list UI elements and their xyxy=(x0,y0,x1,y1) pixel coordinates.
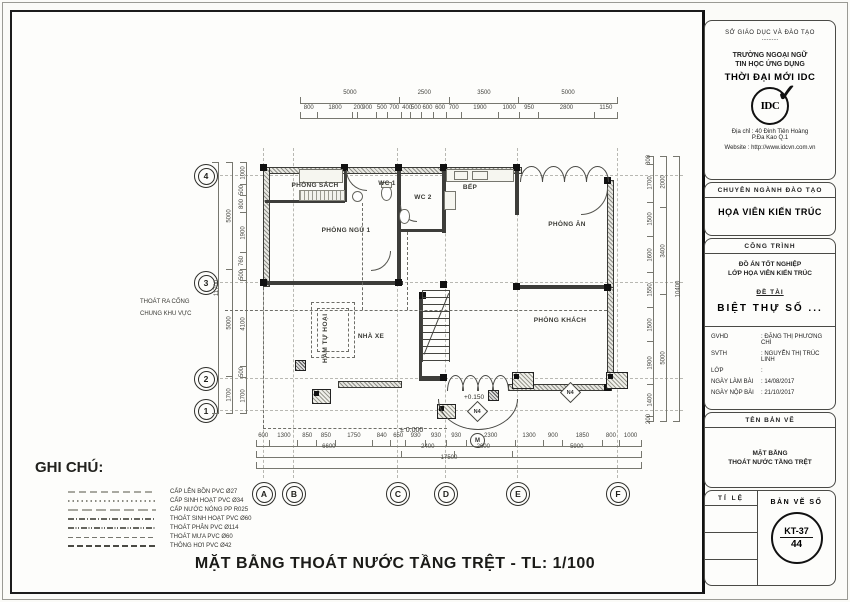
legend-line-sample xyxy=(68,537,156,538)
wall-segment xyxy=(399,229,445,232)
legend-item xyxy=(68,516,251,522)
marker-label: N4 xyxy=(473,408,482,415)
dimension-value: 1700 xyxy=(240,377,246,414)
column-marker xyxy=(513,164,520,171)
dimension-col-left-total xyxy=(212,162,219,414)
bookshelf xyxy=(299,190,345,201)
room-label-bedroom1: PHÒNG NGỦ 1 xyxy=(321,227,371,234)
dimension-value: 1900 xyxy=(647,341,653,384)
dimension-col-right-total xyxy=(673,156,680,422)
drain-box xyxy=(295,360,306,371)
legend-line-sample xyxy=(68,500,156,502)
info-value: : NGUYỄN THỊ TRÚC LINH xyxy=(761,350,820,363)
dimension-value: 200 xyxy=(646,413,653,424)
arch-window xyxy=(542,166,565,182)
dimension-value: 500 xyxy=(239,184,246,195)
door-swing-arc xyxy=(346,170,367,191)
info-row-ngaynop xyxy=(705,387,835,398)
dimension-value: 5000 xyxy=(660,294,666,422)
legend-item xyxy=(68,498,243,504)
sheet-number-label: BẢN VẼ SỐ xyxy=(770,499,823,506)
titleblock-scale-sheet xyxy=(704,490,836,586)
column-core xyxy=(608,374,613,379)
dimension-value: 2800 xyxy=(538,112,593,118)
column-marker xyxy=(395,279,402,286)
school-name-line1: TRƯỜNG NGOẠI NGỮ xyxy=(732,52,808,59)
info-label: LỚP xyxy=(711,367,724,374)
info-section xyxy=(705,326,835,398)
dimension-value: 900 xyxy=(543,440,563,446)
grid-line-F xyxy=(617,148,618,478)
dimension-value: 3400 xyxy=(660,207,666,294)
project-line2: LỚP HỌA VIÊN KIẾN TRÚC xyxy=(728,270,812,277)
dimension-col-right-spans xyxy=(660,156,667,422)
marker-label: N4 xyxy=(566,389,575,396)
dimension-value: 1850 xyxy=(562,440,601,446)
dimension-value: 850 xyxy=(297,440,316,446)
toilet-fixture xyxy=(381,186,392,201)
legend-line-sample xyxy=(68,491,156,493)
dimension-value: 11700 xyxy=(212,162,218,414)
wall-segment xyxy=(397,230,401,285)
dimension-value: 400 xyxy=(401,112,410,118)
dimension-value: 2300 xyxy=(466,440,515,446)
level-marker-porch: +0.150 xyxy=(464,394,485,401)
column-marker xyxy=(513,283,520,290)
info-value: : xyxy=(761,367,763,374)
dimension-value: 930 xyxy=(405,440,425,446)
level-marker-ground: ± 0.000 xyxy=(400,427,424,434)
dimension-value: 1000 xyxy=(498,112,518,118)
terrace-outline-dashed xyxy=(263,287,264,428)
legend-item xyxy=(68,543,232,549)
info-row-svth xyxy=(705,348,835,365)
scale-label: TỈ LỆ xyxy=(705,491,757,506)
wall-segment xyxy=(263,281,403,285)
wall-segment xyxy=(338,381,402,388)
dimension-value: 1750 xyxy=(335,440,372,446)
dimension-value: 950 xyxy=(519,112,538,118)
dimension-value: 930 xyxy=(446,440,466,446)
titleblock-department xyxy=(704,182,836,236)
dimension-value: 800 xyxy=(300,112,317,118)
school-name-line3: THỜI ĐẠI MỚI IDC xyxy=(724,72,816,83)
sheet-code: KT-37 xyxy=(780,526,813,538)
room-label-living: PHÒNG KHÁCH xyxy=(533,317,587,324)
drain-pipe-line xyxy=(225,310,607,311)
scale-empty-row xyxy=(705,506,757,533)
arch-window xyxy=(586,166,609,182)
dimension-value: 1150 xyxy=(594,112,618,118)
wall-segment xyxy=(397,167,401,233)
drain-note-line2: CHUNG KHU VỰC xyxy=(140,311,192,317)
sheet-number: 44 xyxy=(790,539,803,550)
axis-label: E xyxy=(510,486,527,503)
toilet-fixture xyxy=(399,209,410,224)
axis-label: 2 xyxy=(198,371,215,388)
dimension-value: 760 xyxy=(240,252,246,269)
column-marker xyxy=(260,279,267,286)
dimension-col-left-detail xyxy=(240,162,247,414)
sink-fixture xyxy=(352,191,363,202)
legend-label: THOÁT SINH HOẠT PVC Ø60 xyxy=(170,516,252,522)
topic-label: ĐỀ TÀI xyxy=(756,289,784,296)
sheet-number-circle xyxy=(771,512,823,564)
info-row-ngaylam xyxy=(705,376,835,387)
dimension-value: 1300 xyxy=(269,440,297,446)
axis-label: 4 xyxy=(198,168,215,185)
drain-pipe-line xyxy=(362,203,363,310)
dimension-value: 300 xyxy=(646,155,653,166)
column-marker xyxy=(440,281,447,288)
room-label-kitchen: BẾP xyxy=(462,184,478,191)
porch-column xyxy=(512,372,534,389)
dimension-value: 600 xyxy=(433,112,446,118)
dimension-value: 1800 xyxy=(317,112,353,118)
dimension-value: 500 xyxy=(239,366,246,377)
dimension-value: 5000 xyxy=(518,97,618,103)
dimension-value: 4100 xyxy=(240,280,246,365)
column-marker xyxy=(604,284,611,291)
info-value: : 21/10/2017 xyxy=(761,389,795,396)
topic-value: BIỆT THỰ SỐ ... xyxy=(717,303,823,314)
info-value: : 14/08/2017 xyxy=(761,378,795,385)
dimension-value: 5900 xyxy=(512,451,642,457)
dimension-value: 1500 xyxy=(647,307,653,341)
project-line1: ĐỒ ÁN TỐT NGHIỆP xyxy=(738,261,802,268)
dimension-value: 1600 xyxy=(647,236,653,272)
titleblock-project xyxy=(704,238,836,410)
axis-label: B xyxy=(286,486,303,503)
room-label-garage: NHÀ XE xyxy=(357,333,385,340)
arch-window xyxy=(520,166,543,182)
scale-column xyxy=(705,491,758,585)
axis-bubble-E xyxy=(506,482,530,506)
dimension-value: 5000 xyxy=(226,162,232,269)
legend-item xyxy=(68,525,238,531)
door-swing-arc xyxy=(371,251,391,271)
dimension-value: 900 xyxy=(357,112,375,118)
dimension-value: 1500 xyxy=(647,202,653,236)
kitchen-stove xyxy=(472,171,488,180)
dimension-value: 2600 xyxy=(454,451,512,457)
dimension-value: 200 xyxy=(352,112,357,118)
legend-line-sample xyxy=(68,527,156,529)
column-core xyxy=(314,391,319,396)
website: Website : http://www.idcvn.com.vn xyxy=(724,145,816,151)
dimension-value: 700 xyxy=(387,112,402,118)
room-label-dining: PHÒNG ĂN xyxy=(548,221,586,228)
scale-empty-row xyxy=(705,533,757,560)
axis-bubble-D xyxy=(434,482,458,506)
sheet-number-column xyxy=(758,491,835,585)
room-label-septic: HẦM TỰ HOẠI xyxy=(322,313,329,363)
dimension-value: 2400 xyxy=(401,451,454,457)
bookshelf xyxy=(299,169,343,183)
dimension-value: 3500 xyxy=(449,97,518,103)
dimension-row-bottom-total xyxy=(256,455,642,469)
legend-label: THOÁT MƯA PVC Ø60 xyxy=(170,534,233,540)
porch-column xyxy=(312,389,331,404)
legend-item xyxy=(68,489,237,495)
dimension-value: 600 xyxy=(421,112,434,118)
project-header: CÔNG TRÌNH xyxy=(705,239,835,254)
info-label: NGÀY LÀM BÀI xyxy=(711,378,754,385)
address-line2: P.Đa Kao Q.1 xyxy=(751,135,789,141)
manhole-marker xyxy=(470,433,485,448)
dimension-value: 1700 xyxy=(647,164,653,202)
legend-label: THÔNG HƠI PVC Ø42 xyxy=(170,543,232,549)
drawing-name-header: TÊN BẢN VẼ xyxy=(705,413,835,428)
axis-label: A xyxy=(256,486,273,503)
dimension-value: 840 xyxy=(372,440,390,446)
dimension-col-right-detail xyxy=(647,156,654,422)
idc-logo xyxy=(751,80,797,125)
dimension-value: 5000 xyxy=(226,269,232,376)
legend-title: GHI CHÚ: xyxy=(35,459,104,476)
dimension-value: 500 xyxy=(376,112,387,118)
dimension-value: 1300 xyxy=(515,440,543,446)
dimension-row-top-spans xyxy=(300,90,618,104)
info-label: SVTH xyxy=(711,350,728,357)
dimension-value: 800 xyxy=(602,440,620,446)
axis-bubble-A xyxy=(252,482,276,506)
drain-pipe-line xyxy=(407,232,408,310)
dimension-value: 500 xyxy=(239,270,246,281)
kitchen-cabinet xyxy=(444,191,456,210)
department-header: CHUYÊN NGÀNH ĐÀO TẠO xyxy=(705,183,835,198)
dimension-value: 650 xyxy=(390,440,404,446)
legend-item xyxy=(68,507,248,513)
column-marker xyxy=(440,374,447,381)
dimension-value: 600 xyxy=(256,440,269,446)
dimension-value: 500 xyxy=(410,112,421,118)
org-divider-dots: .......... xyxy=(761,36,779,42)
info-label: NGÀY NỘP BÀI xyxy=(711,389,754,396)
legend-line-sample xyxy=(68,509,156,511)
dimension-value: 5000 xyxy=(300,97,399,103)
drain-note-line1: THOÁT RA CỐNG xyxy=(140,299,190,305)
wall-segment xyxy=(515,167,519,215)
dimension-value: 1550 xyxy=(647,272,653,307)
drawing-title: MẶT BẰNG THOÁT NƯỚC TẦNG TRỆT - TL: 1/100 xyxy=(194,555,596,572)
legend-line-sample xyxy=(68,518,156,520)
porch-column xyxy=(606,372,628,389)
info-row-gvhd xyxy=(705,331,835,348)
titleblock-school xyxy=(704,20,836,180)
drawing-name-line1: MẶT BẰNG xyxy=(752,450,788,457)
room-label-wc1: WC 1 xyxy=(378,180,396,187)
dimension-value: 10400 xyxy=(673,156,679,422)
room-label-wc2: WC 2 xyxy=(414,194,432,201)
axis-label: F xyxy=(610,486,627,503)
idc-logo-text: IDC xyxy=(760,100,780,112)
room-label-study: PHÒNG SÁCH xyxy=(291,182,339,189)
address-line1: Địa chỉ : 40 Đinh Tiên Hoàng xyxy=(731,129,809,135)
axis-bubble-B xyxy=(282,482,306,506)
drawing-name-line2: THOÁT NƯỚC TẦNG TRỆT xyxy=(728,459,812,466)
info-label: GVHD xyxy=(711,333,729,340)
legend-label: CẤP NƯỚC NÓNG PP R025 xyxy=(170,507,249,513)
axis-label: D xyxy=(438,486,455,503)
dimension-value: 1700 xyxy=(226,376,232,414)
check-mark-icon: ✓ xyxy=(776,80,797,107)
dimension-value: 1000 xyxy=(240,162,246,184)
axis-label: 1 xyxy=(198,403,215,420)
dimension-value: 1900 xyxy=(461,112,499,118)
dimension-value: 1400 xyxy=(647,384,653,416)
marker-label: M xyxy=(475,437,480,444)
titleblock-drawing-name xyxy=(704,412,836,488)
column-core xyxy=(514,374,519,379)
dimension-value: 850 xyxy=(316,440,335,446)
legend-line-sample xyxy=(68,545,156,547)
drain-box xyxy=(488,390,499,401)
axis-label: 3 xyxy=(198,275,215,292)
axis-label: C xyxy=(390,486,407,503)
dimension-value: 6600 xyxy=(256,451,401,457)
wall-segment xyxy=(263,167,270,287)
wall-segment xyxy=(607,180,614,289)
department-value: HỌA VIÊN KIẾN TRÚC xyxy=(718,207,822,217)
dimension-value: 2500 xyxy=(399,97,449,103)
axis-bubble-C xyxy=(386,482,410,506)
legend-item xyxy=(68,534,233,540)
dimension-value: 700 xyxy=(446,112,461,118)
dimension-value: 800 xyxy=(240,195,246,212)
legend-label: THOÁT PHÂN PVC Ø114 xyxy=(170,525,239,531)
info-row-lop xyxy=(705,365,835,376)
dimension-value: 930 xyxy=(425,440,445,446)
dimension-value: 1000 xyxy=(619,440,642,446)
org-name: SỞ GIÁO DỤC VÀ ĐÀO TẠO xyxy=(725,30,815,36)
wall-segment xyxy=(515,285,610,289)
kitchen-sink xyxy=(454,171,468,180)
dimension-value: 1900 xyxy=(240,212,246,252)
dimension-value: 17500 xyxy=(256,462,642,468)
legend-label: CẤP LÊN BỒN PVC Ø27 xyxy=(170,489,238,495)
column-marker xyxy=(260,164,267,171)
dimension-value: 2000 xyxy=(660,156,666,207)
dimension-row-top-detail xyxy=(300,105,618,119)
school-name-line2: TIN HỌC ỨNG DỤNG xyxy=(735,61,805,68)
axis-bubble-F xyxy=(606,482,630,506)
door-swing-arc xyxy=(581,188,608,215)
column-marker xyxy=(395,164,402,171)
dimension-col-left-spans xyxy=(226,162,233,414)
arch-window xyxy=(564,166,587,182)
info-value: : ĐẶNG THỊ PHƯƠNG CHI xyxy=(761,333,823,346)
legend-label: CẤP SINH HOẠT PVC Ø34 xyxy=(170,498,244,504)
